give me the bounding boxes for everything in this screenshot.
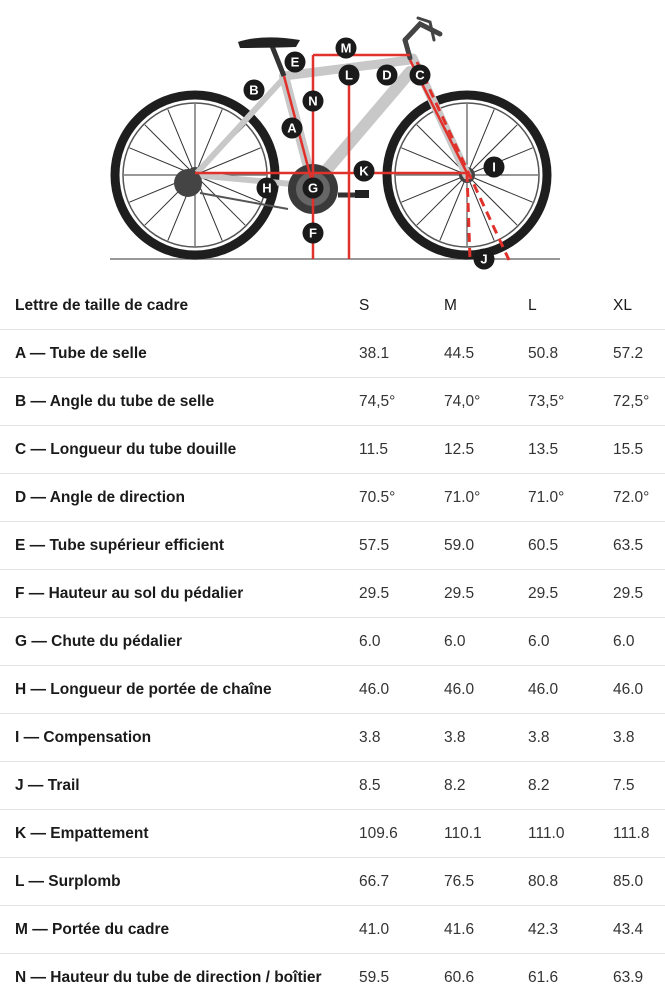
row-value: 70.5° (359, 474, 444, 522)
marker-d (377, 65, 398, 86)
row-label: C — Longueur du tube douille (0, 426, 359, 474)
table-row (0, 666, 665, 714)
row-label: H — Longueur de portée de chaîne (0, 666, 359, 714)
marker-m (336, 38, 357, 59)
marker-n (303, 91, 324, 112)
row-value: 29.5 (444, 570, 528, 618)
row-value: 29.5 (528, 570, 613, 618)
row-value: 46.0 (528, 666, 613, 714)
row-label: D — Angle de direction (0, 474, 359, 522)
svg-text:C: C (415, 68, 425, 83)
header-size-l: L (528, 282, 613, 330)
row-value: 3.8 (613, 714, 665, 762)
row-label: J — Trail (0, 762, 359, 810)
table-row (0, 474, 665, 522)
marker-l (339, 65, 360, 86)
row-value: 38.1 (359, 330, 444, 378)
row-label: E — Tube supérieur efficient (0, 522, 359, 570)
row-value: 85.0 (613, 858, 665, 906)
row-value: 3.8 (359, 714, 444, 762)
row-value: 74,0° (444, 378, 528, 426)
row-value: 50.8 (528, 330, 613, 378)
row-value: 76.5 (444, 858, 528, 906)
bike-geometry-diagram (0, 0, 665, 280)
table-header-row (0, 282, 665, 330)
row-value: 71.0° (444, 474, 528, 522)
table-row (0, 522, 665, 570)
svg-text:A: A (287, 121, 297, 136)
row-value: 59.0 (444, 522, 528, 570)
marker-k (354, 161, 375, 182)
row-value: 7.5 (613, 762, 665, 810)
row-value: 63.9 (613, 954, 665, 1001)
row-value: 8.2 (444, 762, 528, 810)
row-value: 46.0 (359, 666, 444, 714)
row-value: 57.5 (359, 522, 444, 570)
row-value: 29.5 (613, 570, 665, 618)
row-value: 74,5° (359, 378, 444, 426)
row-value: 60.6 (444, 954, 528, 1001)
marker-g (303, 178, 324, 199)
row-value: 59.5 (359, 954, 444, 1001)
svg-text:B: B (249, 83, 258, 98)
row-value: 61.6 (528, 954, 613, 1001)
row-value: 15.5 (613, 426, 665, 474)
header-size-m: M (444, 282, 528, 330)
row-label: M — Portée du cadre (0, 906, 359, 954)
marker-h (257, 178, 278, 199)
row-value: 71.0° (528, 474, 613, 522)
svg-text:F: F (309, 226, 317, 241)
row-label: K — Empattement (0, 810, 359, 858)
svg-text:I: I (492, 160, 496, 175)
svg-text:K: K (359, 164, 369, 179)
row-value: 41.0 (359, 906, 444, 954)
row-value: 80.8 (528, 858, 613, 906)
row-value: 73,5° (528, 378, 613, 426)
table-row (0, 762, 665, 810)
table-row (0, 570, 665, 618)
geometry-table (0, 282, 665, 1001)
row-value: 72,5° (613, 378, 665, 426)
row-value: 29.5 (359, 570, 444, 618)
marker-j (474, 249, 495, 270)
row-value: 72.0° (613, 474, 665, 522)
row-value: 44.5 (444, 330, 528, 378)
row-label: B — Angle du tube de selle (0, 378, 359, 426)
marker-e (285, 52, 306, 73)
row-value: 41.6 (444, 906, 528, 954)
table-row (0, 858, 665, 906)
row-value: 3.8 (528, 714, 613, 762)
row-value: 13.5 (528, 426, 613, 474)
row-value: 42.3 (528, 906, 613, 954)
row-label: L — Surplomb (0, 858, 359, 906)
row-label: F — Hauteur au sol du pédalier (0, 570, 359, 618)
table-row (0, 618, 665, 666)
svg-text:G: G (308, 181, 318, 196)
marker-f (303, 223, 324, 244)
row-value: 57.2 (613, 330, 665, 378)
row-value: 63.5 (613, 522, 665, 570)
header-size-s: S (359, 282, 444, 330)
row-value: 12.5 (444, 426, 528, 474)
table-row (0, 714, 665, 762)
svg-text:E: E (291, 55, 300, 70)
row-value: 111.8 (613, 810, 665, 858)
bike-geometry-illustration (0, 0, 665, 280)
table-row (0, 906, 665, 954)
row-label: I — Compensation (0, 714, 359, 762)
marker-b (244, 80, 265, 101)
row-value: 6.0 (444, 618, 528, 666)
row-value: 111.0 (528, 810, 613, 858)
table-row (0, 426, 665, 474)
svg-text:L: L (345, 68, 353, 83)
row-value: 6.0 (359, 618, 444, 666)
row-label: A — Tube de selle (0, 330, 359, 378)
marker-c (410, 65, 431, 86)
row-value: 3.8 (444, 714, 528, 762)
row-value: 11.5 (359, 426, 444, 474)
row-value: 43.4 (613, 906, 665, 954)
table-row (0, 330, 665, 378)
header-frame-letter: Lettre de taille de cadre (0, 282, 359, 330)
row-value: 8.5 (359, 762, 444, 810)
row-value: 6.0 (528, 618, 613, 666)
row-value: 66.7 (359, 858, 444, 906)
row-value: 6.0 (613, 618, 665, 666)
row-label: N — Hauteur du tube de direction / boîtier (0, 954, 359, 1001)
row-value: 110.1 (444, 810, 528, 858)
svg-text:J: J (480, 252, 487, 267)
row-value: 109.6 (359, 810, 444, 858)
marker-a (282, 118, 303, 139)
handlebar (405, 18, 440, 58)
row-label: G — Chute du pédalier (0, 618, 359, 666)
marker-i (484, 157, 505, 178)
row-value: 60.5 (528, 522, 613, 570)
row-value: 8.2 (528, 762, 613, 810)
row-value: 46.0 (613, 666, 665, 714)
svg-text:M: M (341, 41, 352, 56)
table-row (0, 810, 665, 858)
header-size-xl: XL (613, 282, 665, 330)
svg-text:H: H (262, 181, 271, 196)
svg-text:N: N (308, 94, 317, 109)
table-row (0, 378, 665, 426)
svg-text:D: D (382, 68, 391, 83)
row-value: 46.0 (444, 666, 528, 714)
